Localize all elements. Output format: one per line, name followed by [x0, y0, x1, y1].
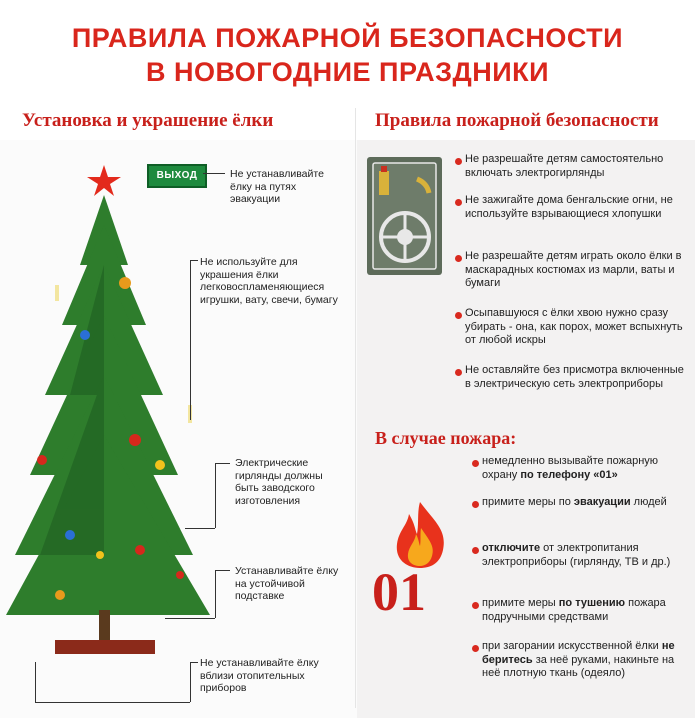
right-heading: Правила пожарной безопасности: [375, 110, 659, 131]
fire-hose-cabinet-icon: [367, 157, 442, 275]
tree-note-evacuation: Не устанавливайте ёлку на путях эвакуации: [230, 168, 324, 205]
leader-line: [190, 260, 191, 420]
safety-rule: Не разрешайте детям играть около ёлки в маскарадных костюмах из марли, ваты и бумаги: [465, 250, 682, 289]
leader-line: [215, 463, 216, 528]
leader-line: [190, 260, 198, 261]
fire-step: при загорании искусственной ёлки не беритесь за неё руками, накиньте на неё плотную ткань (одеяло): [482, 640, 675, 679]
fire-phone-number: 01: [372, 562, 426, 622]
tree-star-icon: [87, 165, 121, 196]
christmas-tree-illustration: [0, 155, 235, 675]
leader-line: [203, 173, 225, 174]
bullet-icon: [455, 158, 462, 165]
bullet-icon: [455, 369, 462, 376]
fire-step: немедленно вызывайте пожарную охрану по телефону «01»: [482, 455, 659, 481]
safety-rule: Не зажигайте дома бенгальские огни, не используйте взрывающиеся хлопушки: [465, 194, 673, 220]
leader-line: [185, 528, 215, 529]
flame-icon: [385, 500, 455, 570]
leader-line: [165, 618, 215, 619]
bullet-icon: [455, 312, 462, 319]
fire-heading: В случае пожара:: [375, 428, 517, 448]
safety-rule: Не разрешайте детям самостоятельно включать электрогирлянды: [465, 153, 664, 179]
page-title-line1: ПРАВИЛА ПОЖАРНОЙ БЕЗОПАСНОСТИ: [71, 23, 624, 53]
tree-note-garlands: Электрические гирлянды должны быть заводского изготовления: [235, 457, 323, 507]
leader-line: [35, 702, 190, 703]
leader-line: [215, 570, 230, 571]
page-title-line2: В НОВОГОДНИЕ ПРАЗДНИКИ: [145, 57, 550, 87]
leader-line: [190, 662, 198, 663]
tree-note-stand: Устанавливайте ёлку на устойчивой подставке: [235, 565, 339, 602]
bullet-icon: [472, 602, 479, 609]
fire-step: примите меры по эвакуации людей: [482, 496, 667, 508]
bullet-icon: [472, 460, 479, 467]
tree-note-decorations: Не используйте для украшения ёлки легковоспламеняющиеся игрушки, вату, свечи, бумагу: [200, 256, 338, 306]
bullet-icon: [455, 199, 462, 206]
fire-step: отключите от электропитания электроприборы (гирлянду, ТВ и др.): [482, 542, 671, 568]
left-heading: Установка и украшение ёлки: [22, 110, 274, 131]
exit-sign: ВЫХОД: [147, 164, 207, 188]
column-divider: [355, 108, 356, 708]
fire-step: примите меры по тушению пожара подручными средствами: [482, 597, 666, 623]
leader-line: [215, 570, 216, 618]
bullet-icon: [472, 501, 479, 508]
leader-line: [215, 463, 230, 464]
bullet-icon: [472, 645, 479, 652]
bullet-icon: [472, 547, 479, 554]
safety-rule: Осыпавшуюся с ёлки хвою нужно сразу убирать - она, как порох, может вспыхнуть от любой искры: [465, 307, 683, 346]
bullet-icon: [455, 255, 462, 262]
tree-note-heaters: Не устанавливайте ёлку вблизи отопительных приборов: [200, 657, 319, 694]
safety-rule: Не оставляйте без присмотра включенные в электрическую сеть электроприборы: [465, 364, 684, 390]
leader-line: [190, 662, 191, 702]
leader-line: [35, 662, 36, 702]
